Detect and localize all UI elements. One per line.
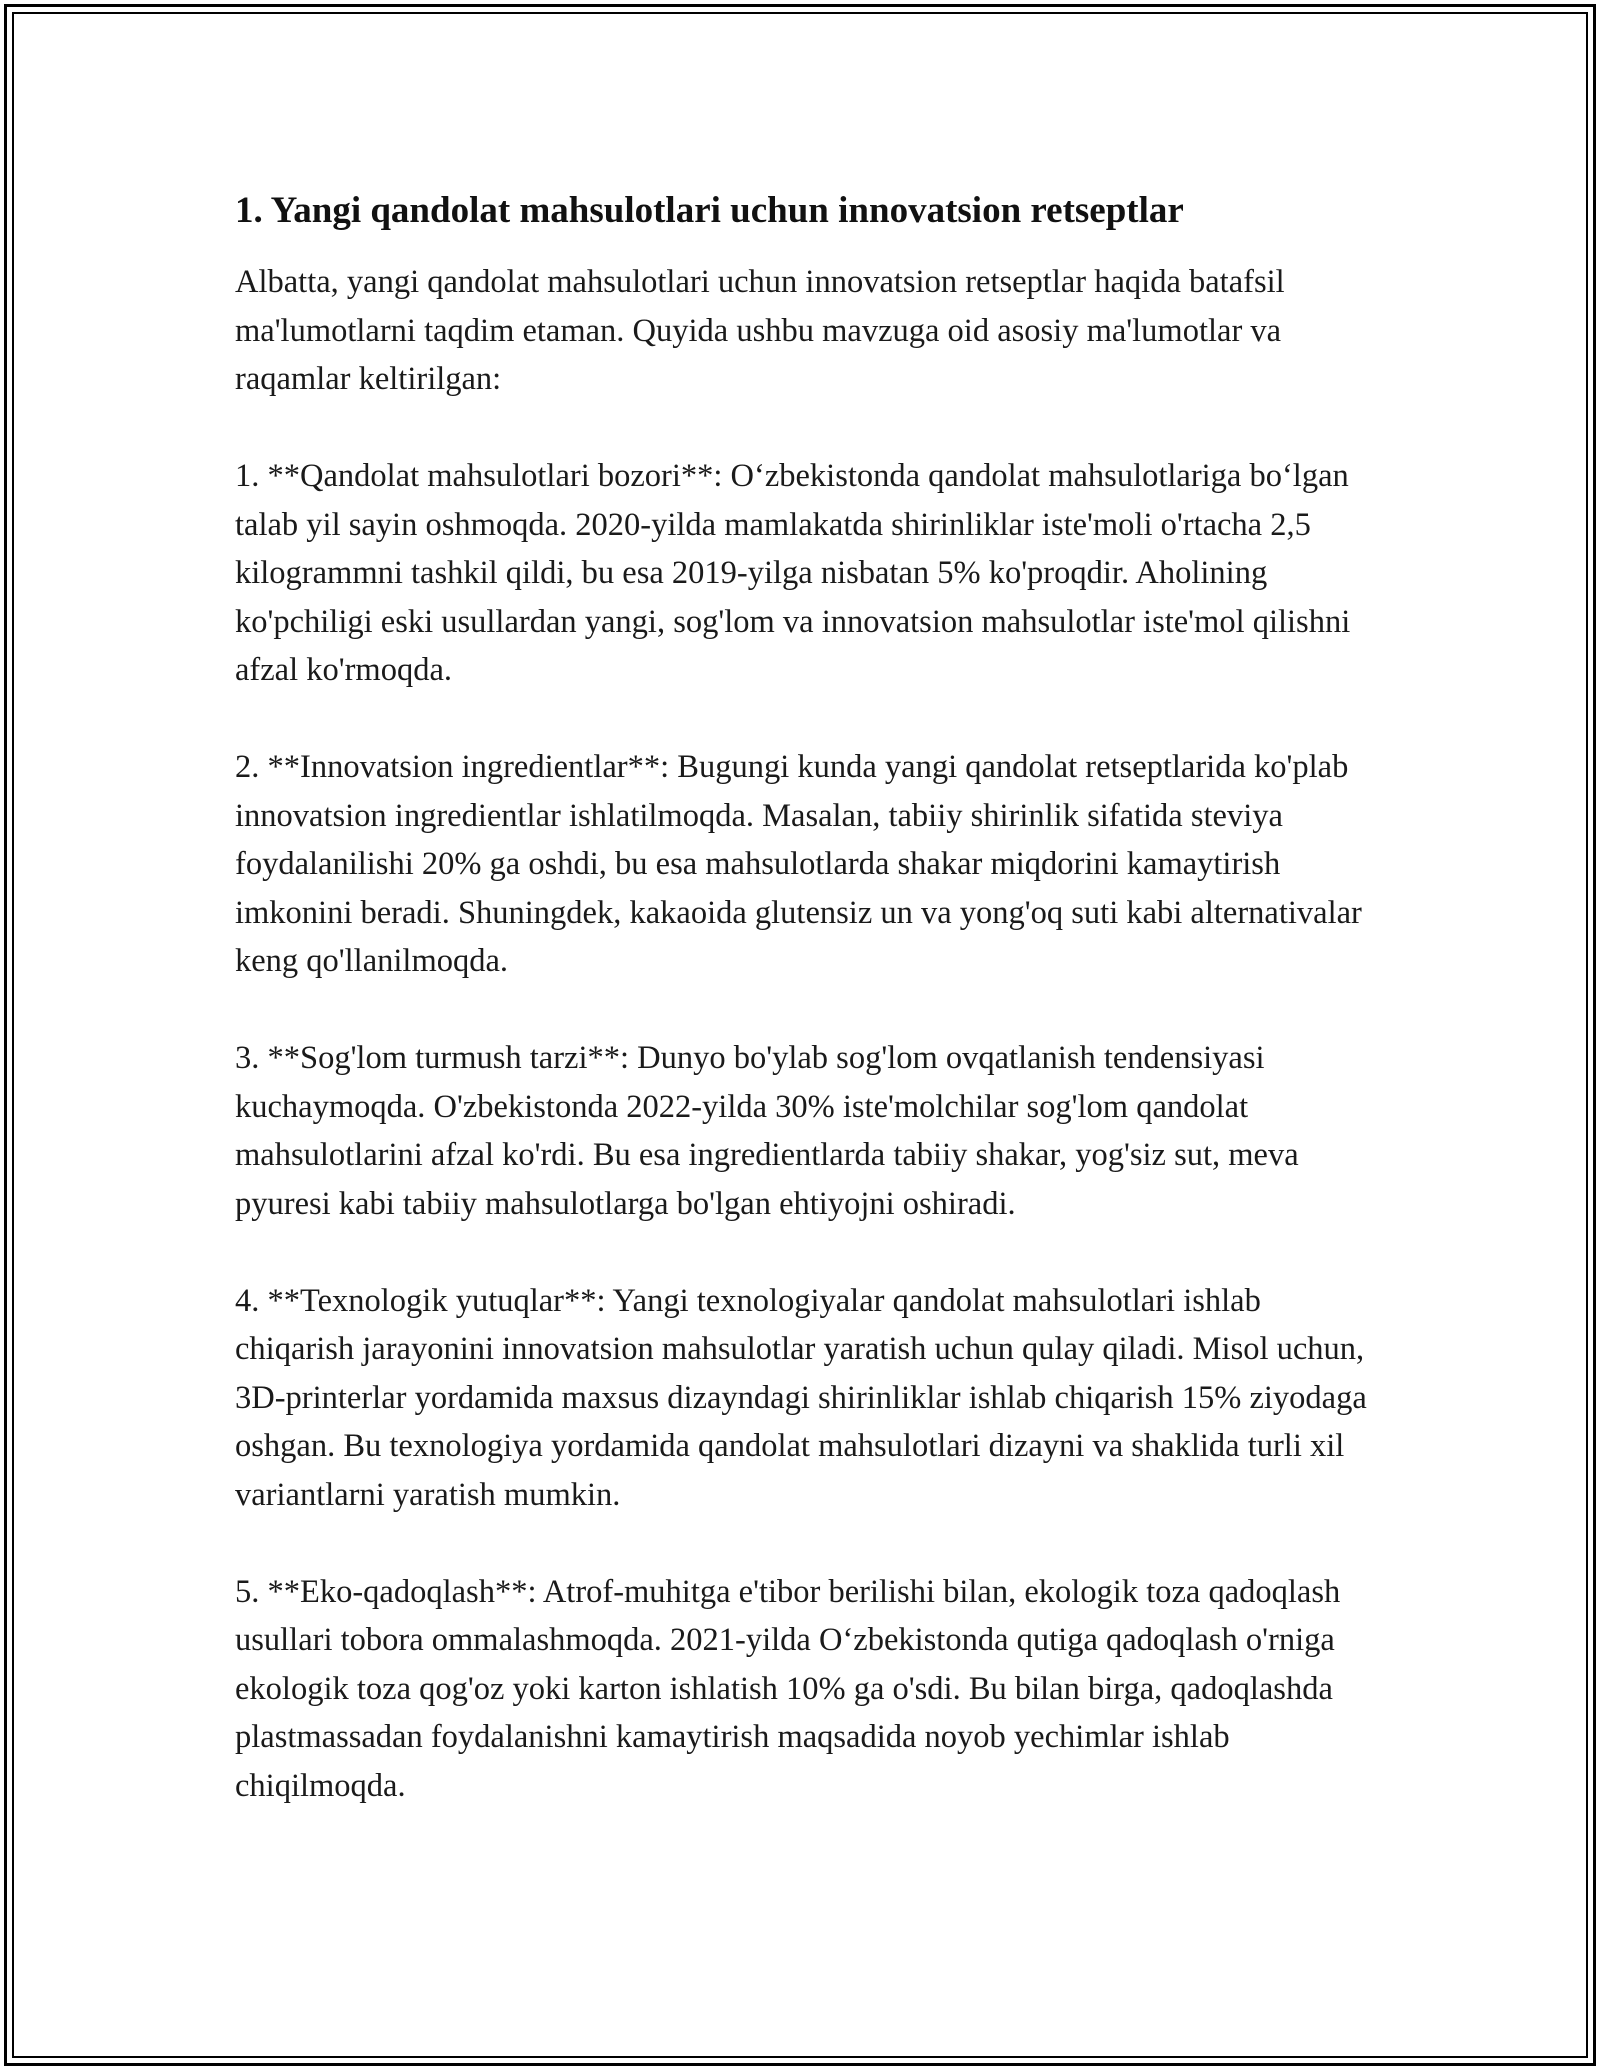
list-item-1: 1. **Qandolat mahsulotlari bozori**: O‘zbekistonda qandolat mahsulotlariga bo‘lgan talab yil sayin oshmoqda. 2020-yilda mamlakatda shirinliklar iste'moli o'rtacha 2,5 kilogrammni tashkil qildi, bu esa 2019-yilga nisbatan 5% ko'proqdir. Aholining ko'pchiligi eski usullardan yangi, sog'lom va innovatsion mahsulotlar iste'mol qilishni afzal ko'rmoqda.	[235, 458, 1351, 688]
list-item-3: 3. **Sog'lom turmush tarzi**: Dunyo bo'ylab sog'lom ovqatlanish tendensiyasi kuchaymoqda. O'zbekistonda 2022-yilda 30% iste'molchilar sog'lom qandolat mahsulotlarini afzal ko'rdi. Bu esa ingredientlarda tabiiy shakar, yog'siz sut, meva pyuresi kabi tabiiy mahsulotlarga bo'lgan ehtiyojni oshiradi.	[235, 1040, 1299, 1222]
document-title: 1. Yangi qandolat mahsulotlari uchun innovatsion retseptlar	[235, 190, 1184, 231]
intro-paragraph: Albatta, yangi qandolat mahsulotlari uchun innovatsion retseptlar haqida batafsil ma'lumotlarni taqdim etaman. Quyida ushbu mavzuga oid asosiy ma'lumotlar va raqamlar keltirilgan:	[235, 264, 1285, 397]
list-item-5: 5. **Eko-qadoqlash**: Atrof-muhitga e'tibor berilishi bilan, ekologik toza qadoqlash usullari tobora ommalashmoqda. 2021-yilda O‘zbekistonda qutiga qadoqlash o'rniga ekologik toza qog'oz yoki karton ishlatish 10% ga o'sdi. Bu bilan birga, qadoqlashda plastmassadan foydalanishni kamaytirish maqsadida noyob yechimlar ishlab chiqilmoqda.	[235, 1573, 1341, 1804]
list-item-4: 4. **Texnologik yutuqlar**: Yangi texnologiyalar qandolat mahsulotlari ishlab chiqarish jarayonini innovatsion mahsulotlar yaratish uchun qulay qiladi. Misol uchun, 3D-printerlar yordamida maxsus dizayndagi shirinliklar ishlab chiqarish 15% ziyodaga oshgan. Bu texnologiya yordamida qandolat mahsulotlari dizayni va shaklida turli xil variantlarni yaratish mumkin.	[235, 1282, 1367, 1513]
document-body	[235, 188, 1375, 1859]
list-item-2: 2. **Innovatsion ingredientlar**: Bugungi kunda yangi qandolat retseptlarida ko'plab innovatsion ingredientlar ishlatilmoqda. Masalan, tabiiy shirinlik sifatida steviya foydalanilishi 20% ga oshdi, bu esa mahsulotlarda shakar miqdorini kamaytirish imkonini beradi. Shuningdek, kakaoida glutensiz un va yong'oq suti kabi alternativalar keng qo'llanilmoqda.	[235, 749, 1362, 979]
